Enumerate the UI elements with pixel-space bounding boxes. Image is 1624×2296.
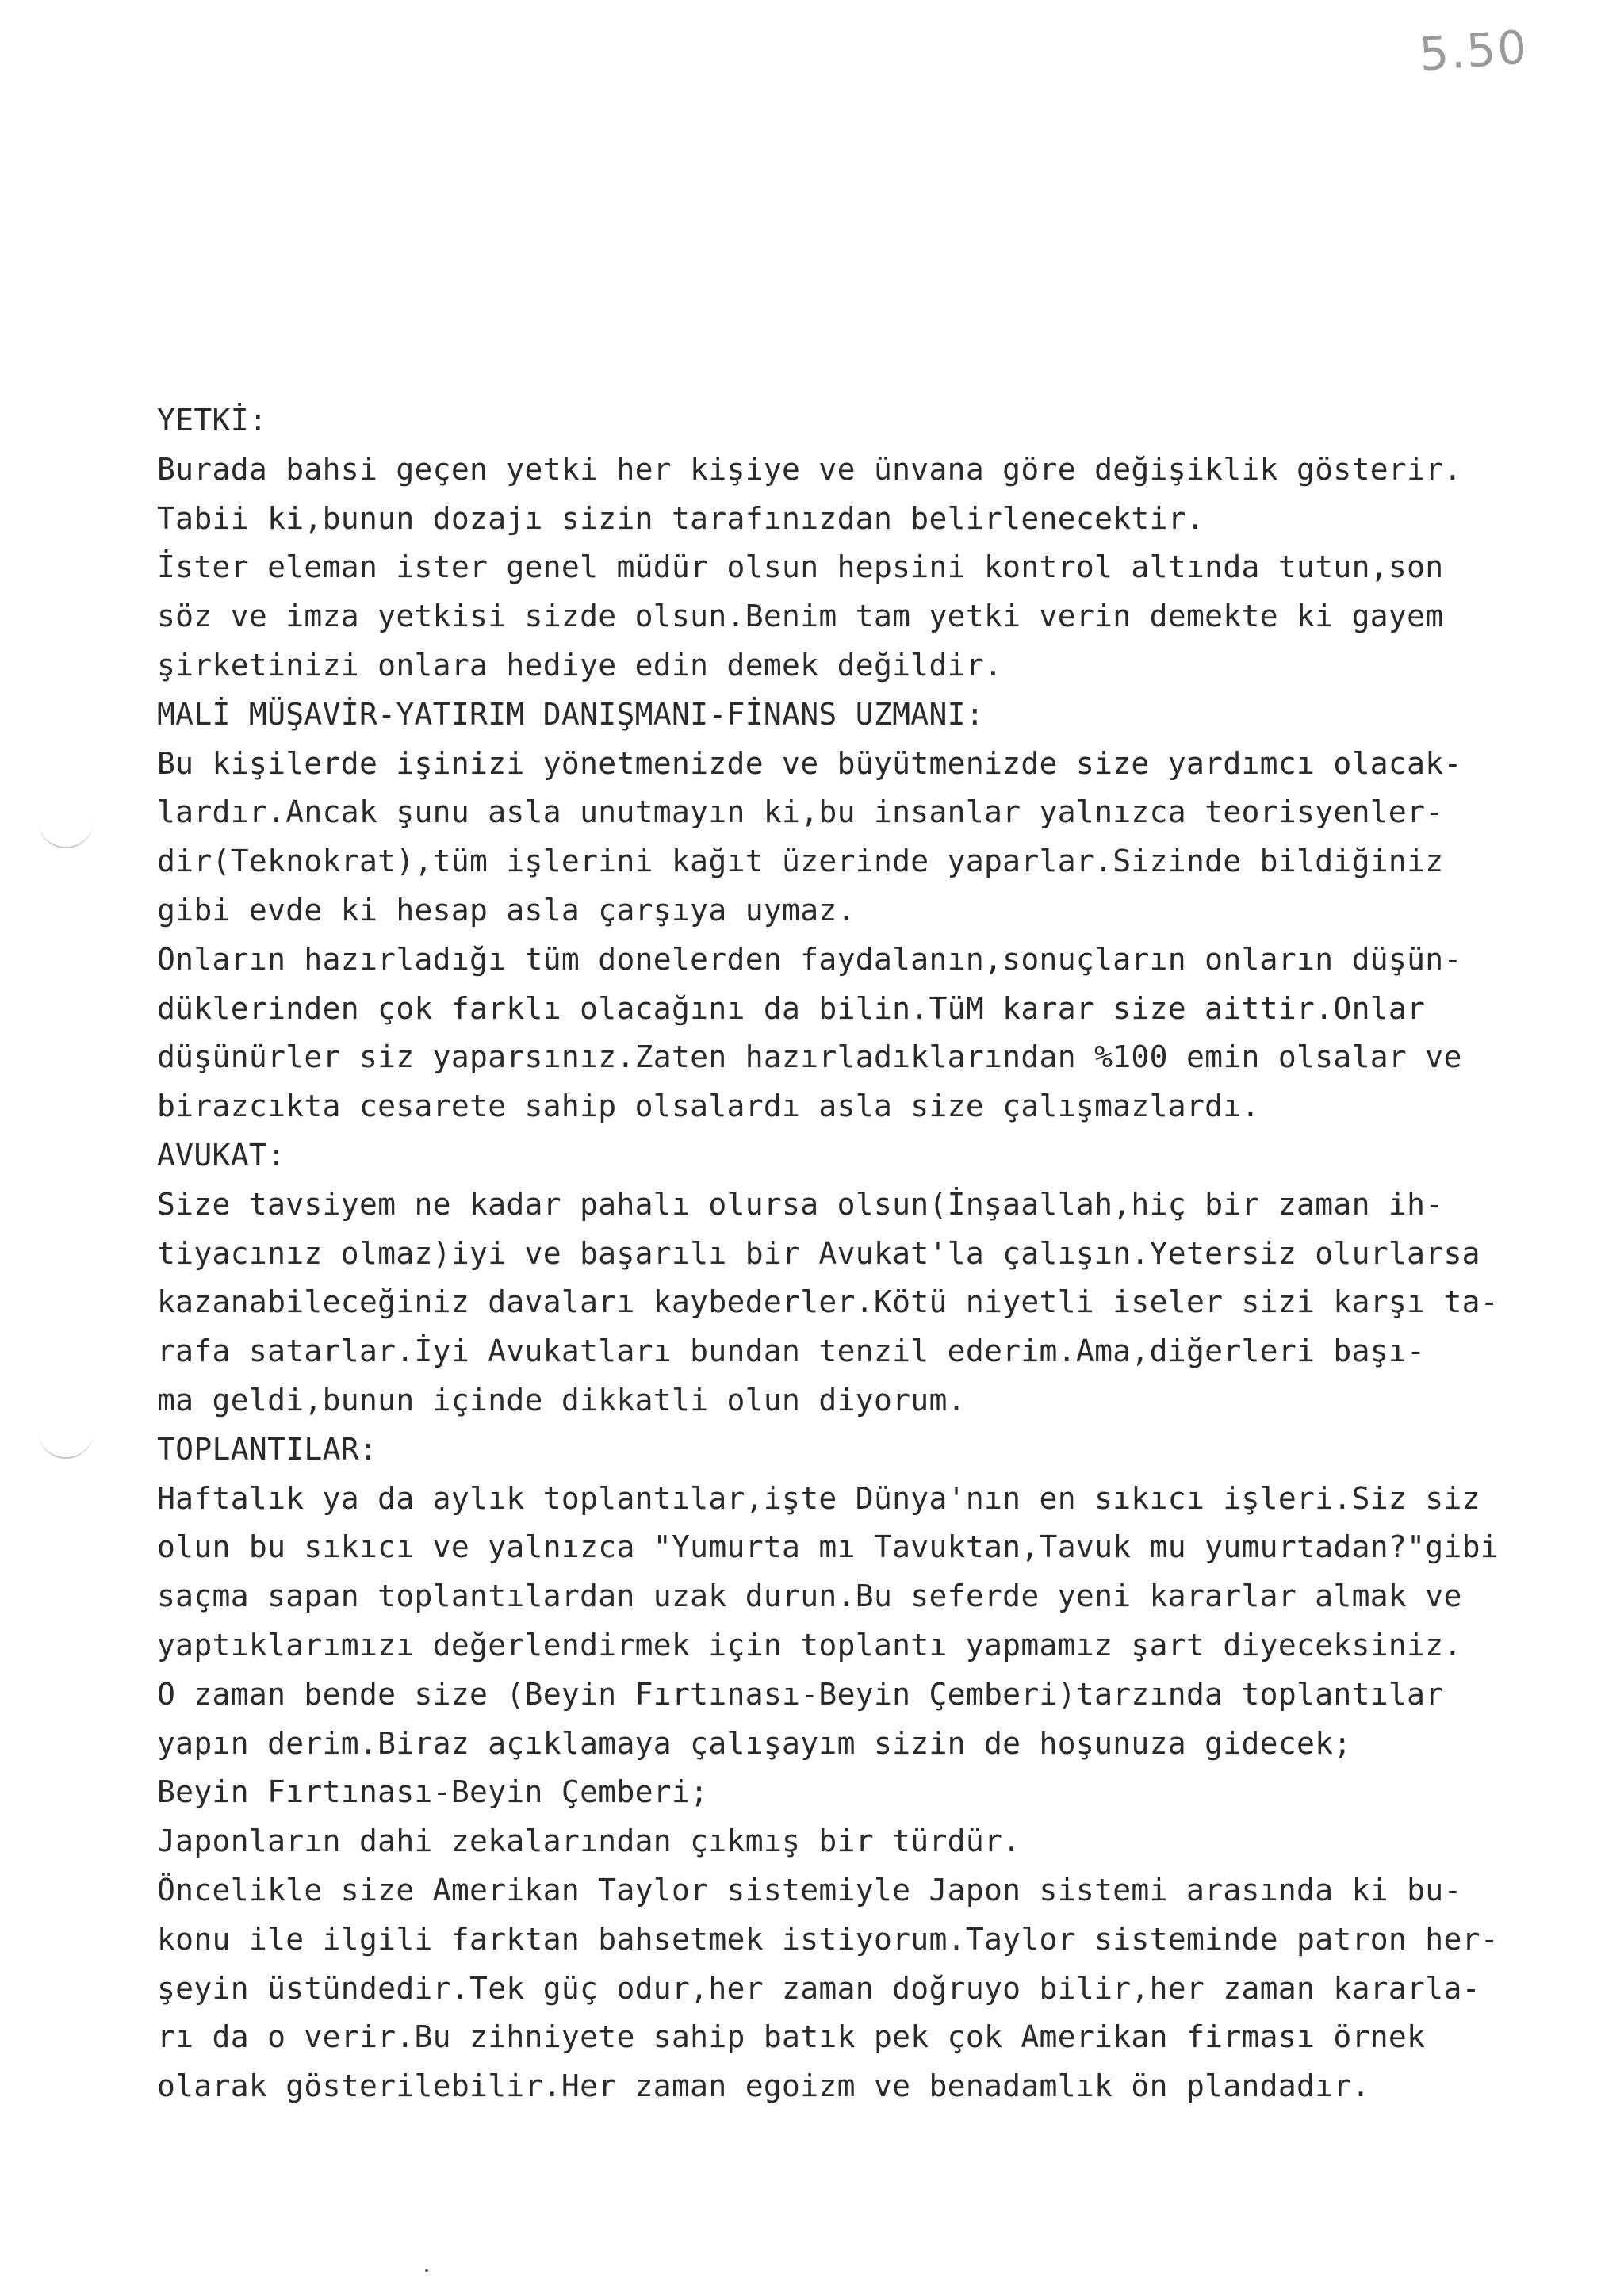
text-line: rafa satarlar.İyi Avukatları bundan tenzil ederim.Ama,diğerleri başı- xyxy=(157,1334,1426,1369)
text-line: kazanabileceğiniz davaları kaybederler.Kötü niyetli iseler sizi karşı ta- xyxy=(157,1284,1499,1320)
page-number: 5.50 xyxy=(1417,20,1530,82)
text-line: düklerinden çok farklı olacağını da bilin.TüM karar size aittir.Onlar xyxy=(157,990,1426,1026)
text-line: İster eleman ister genel müdür olsun hepsini kontrol altında tutun,son xyxy=(157,549,1444,585)
text-line: YETKİ: xyxy=(157,403,268,438)
text-line: söz ve imza yetkisi sizde olsun.Benim tam yetki verin demekte ki gayem xyxy=(157,599,1444,634)
text-line: tiyacınız olmaz)iyi ve başarılı bir Avukat'la çalışın.Yetersiz olurlarsa xyxy=(157,1235,1480,1271)
text-line: şeyin üstündedir.Tek güç odur,her zaman doğruyo bilir,her zaman kararla- xyxy=(157,1970,1480,2006)
text-line: rı da o verir.Bu zihniyete sahip batık pek çok Amerikan firması örnek xyxy=(157,2019,1426,2055)
ink-speck xyxy=(425,2269,428,2272)
text-line: TOPLANTILAR: xyxy=(157,1431,378,1467)
text-line: saçma sapan toplantılardan uzak durun.Bu seferde yeni kararlar almak ve xyxy=(157,1578,1462,1614)
text-line: gibi evde ki hesap asla çarşıya uymaz. xyxy=(157,892,856,928)
text-line: AVUKAT: xyxy=(157,1137,286,1173)
text-line: Burada bahsi geçen yetki her kişiye ve ünvana göre değişiklik gösterir. xyxy=(157,451,1462,487)
text-line: MALİ MÜŞAVİR-YATIRIM DANIŞMANI-FİNANS UZMANI: xyxy=(157,696,985,732)
text-line: olarak gösterilebilir.Her zaman egoizm ve benadamlık ön plandadır. xyxy=(157,2068,1370,2104)
text-line: konu ile ilgili farktan bahsetmek istiyorum.Taylor sisteminde patron her- xyxy=(157,1921,1499,1957)
text-line: Haftalık ya da aylık toplantılar,işte Dünya'nın en sıkıcı işleri.Siz siz xyxy=(157,1480,1480,1516)
text-line: lardır.Ancak şunu asla unutmayın ki,bu insanlar yalnızca teorisyenler- xyxy=(157,794,1444,830)
text-line: olun bu sıkıcı ve yalnızca "Yumurta mı Tavuktan,Tavuk mu yumurtadan?"gibi xyxy=(157,1529,1499,1565)
text-line: şirketinizi onlara hediye edin demek değildir. xyxy=(157,647,1003,683)
text-line: birazcıkta cesarete sahip olsalardı asla size çalışmazlardı. xyxy=(157,1089,1260,1124)
typed-text-body xyxy=(157,396,1608,2111)
punch-hole-mark xyxy=(38,793,94,848)
text-line: Japonların dahi zekalarından çıkmış bir türdür. xyxy=(157,1823,1021,1859)
text-line: Öncelikle size Amerikan Taylor sistemiyle Japon sistemi arasında ki bu- xyxy=(157,1872,1462,1908)
text-line: dir(Teknokrat),tüm işlerini kağıt üzerinde yaparlar.Sizinde bildiğiniz xyxy=(157,844,1444,879)
text-line: düşünürler siz yaparsınız.Zaten hazırladıklarından %100 emin olsalar ve xyxy=(157,1039,1462,1075)
text-line: yapın derim.Biraz açıklamaya çalışayım sizin de hoşunuza gidecek; xyxy=(157,1725,1352,1761)
text-line: Beyin Fırtınası-Beyin Çemberi; xyxy=(157,1774,709,1810)
text-line: yaptıklarımızı değerlendirmek için toplantı yapmamız şart diyeceksiniz. xyxy=(157,1627,1462,1663)
text-line: Onların hazırladığı tüm donelerden faydalanın,sonuçların onların düşün- xyxy=(157,941,1462,977)
text-line: O zaman bende size (Beyin Fırtınası-Beyin Çemberi)tarzında toplantılar xyxy=(157,1676,1444,1712)
text-line: Bu kişilerde işinizi yönetmenizde ve büyütmenizde size yardımcı olacak- xyxy=(157,745,1462,781)
text-line: Tabii ki,bunun dozajı sizin tarafınızdan belirlenecektir. xyxy=(157,500,1205,536)
text-line: ma geldi,bunun içinde dikkatli olun diyorum. xyxy=(157,1382,966,1418)
text-line: Size tavsiyem ne kadar pahalı olursa olsun(İnşaallah,hiç bir zaman ih- xyxy=(157,1186,1444,1222)
punch-hole-mark xyxy=(38,1403,94,1459)
